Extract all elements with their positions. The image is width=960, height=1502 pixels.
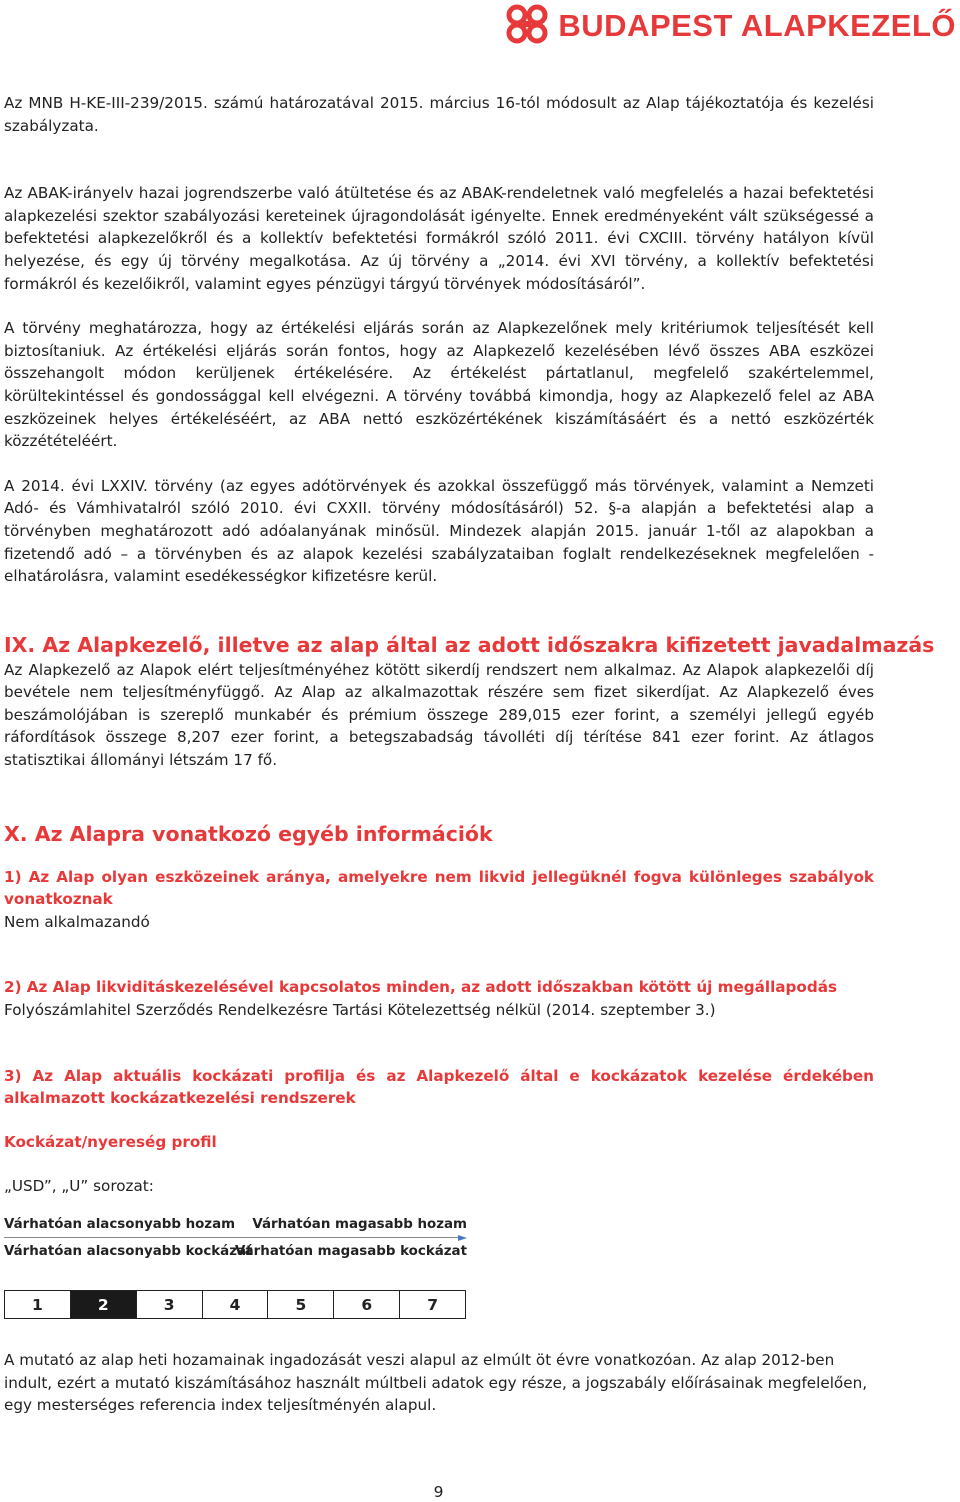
higher-risk-label: Várhatóan magasabb kockázat [235,1244,467,1259]
risk-scale-cell-6: 6 [334,1291,400,1318]
return-arrow-line [4,1237,459,1238]
paragraph-mnb-decision: Az MNB H-KE-III-239/2015. számú határozatával 2015. március 16-tól módosult az Alap tájékoztatója és kezelési szabályzata. [4,94,874,135]
brand-name: BUDAPEST ALAPKEZELŐ [558,8,956,43]
page-number: 9 [433,1483,444,1501]
document-body [4,92,935,1417]
section-ix-heading: IX. Az Alapkezelő, illetve az alap által az adott időszakra kifizetett javadalmazás [4,632,935,657]
subsection-2-text: Folyószámlahitel Szerződés Rendelkezésre Tartási Kötelezettség nélkül (2014. szeptember 3.) [4,1001,716,1020]
section-ix-text: Az Alapkezelő az Alapok elért teljesítményéhez kötött sikerdíj rendszert nem alkalmaz. Az Alapok alapkezelői díj bevétele nem teljesítményfüggő. Az Alap az alkalmazottak részére sem fizet sikerdíjat. Az Alapkezelő éves beszámolójában is szereplő munkabér és prémium összege 289,015 ezer forint, a személyi jellegű egyéb ráfordítások összege 8,207 ezer forint, a betegszabadság távolléti díj térítése 841 ezer forint. Az átlagos statisztikai állományi létszám 17 fő. [4,660,874,770]
section-x-heading: X. Az Alapra vonatkozó egyéb információk [4,821,493,846]
paragraph-valuation-law: A törvény meghatározza, hogy az értékelési eljárás során az Alapkezelőnek mely kritériumok teljesítését kell biztosítaniuk. Az értékelési eljárás során fontos, hogy az Alapkezelő kezelésében lévő összes ABA eszközei összehangolt módon kerüljenek értékelésére. Az értékelést pártatlanul, megfelelő szakértelemmel, körültekintéssel és gondossággal kell elvégezni. A törvény továbbá kimondja, hogy az Alapkezelő felel az ABA eszközeinek helyes értékeléséért, az ABA nettó eszközértékének kiszámításáért és a nettó eszközérték közzétételéért. [4,319,874,451]
brand-logo [504,4,956,48]
risk-scale-cell-5: 5 [268,1291,334,1318]
risk-scale-cell-2: 2 [71,1291,137,1318]
risk-scale [4,1290,466,1319]
arrow-right-icon [458,1235,467,1241]
lower-return-label: Várhatóan alacsonyabb hozam [4,1217,236,1232]
risk-profile-heading: Kockázat/nyereség profil [4,1132,217,1151]
return-arrow [4,1217,467,1241]
subsection-2-heading: 2) Az Alap likviditáskezelésével kapcsolatos minden, az adott időszakban kötött új megállapodás [4,978,838,997]
risk-arrow [4,1244,467,1268]
risk-scale-cell-3: 3 [137,1291,203,1318]
series-label: „USD”, „U” sorozat: [4,1177,154,1196]
lower-risk-label: Várhatóan alacsonyabb kockázat [4,1244,253,1259]
risk-scale-cell-4: 4 [203,1291,269,1318]
risk-indicator-footnote: A mutató az alap heti hozamainak ingadozását veszi alapul az elmúlt öt évre vonatkozóan. Az alap 2012-ben indult, ezért a mutató kiszámításához használt múltbeli adatok egy része, a jogszabály előírásainak megfelelően, egy mesterséges referencia index teljesítményén alapul. [4,1351,868,1415]
subsection-1-heading: 1) Az Alap olyan eszközeinek aránya, amelyekre nem likvid jellegüknél fogva különleges szabályok vonatkoznak [4,867,874,909]
budapest-alapkezelo-logo-icon [504,3,550,49]
paragraph-tax-law: A 2014. évi LXXIV. törvény (az egyes adótörvények és azokkal összefüggő más törvények, valamint a Nemzeti Adó- és Vámhivatalról szóló 2010. évi CXXII. törvény módosításáról) 52. §-a alapján a befektetési alap a törvényben meghatározott adó adóalanyának minősül. Mindezek alapján 2015. január 1-től az alapokban a fizetendő adó – a törvényben és az alapok kezelési szabályzataiban foglalt rendelkezéseknek megfelelően - elhatárolásra, valamint esedékességkor kifizetésre kerül. [4,476,874,586]
risk-scale-cell-7: 7 [427,1295,438,1314]
risk-return-arrows [4,1217,467,1273]
risk-scale-cell-1: 1 [5,1291,71,1318]
higher-return-label: Várhatóan magasabb hozam [252,1217,467,1232]
subsection-3-heading: 3) Az Alap aktuális kockázati profilja és az Alapkezelő által e kockázatok kezelése érdekében alkalmazott kockázatkezelési rendszerek [4,1066,874,1108]
paragraph-abak-directive: Az ABAK-irányelv hazai jogrendszerbe való átültetése és az ABAK-rendeletnek való megfelelés a hazai befektetési alapkezelési szektor szabályozási kereteinek újragondolását igényelte. Ennek eredményeként vált szükségessé a befektetési alapkezelőkről és a kollektív befektetési formákról szóló 2011. évi CXCIII. törvény hatályon kívül helyezése, és egy új törvény megalkotása. Az új törvény a „2014. évi XVI törvény, a kollektív befektetési formákról és kezelőikről, valamint egyes pénzügyi tárgyú törvények módosításáról”. [4,184,874,293]
subsection-1-text: Nem alkalmazandó [4,912,150,931]
